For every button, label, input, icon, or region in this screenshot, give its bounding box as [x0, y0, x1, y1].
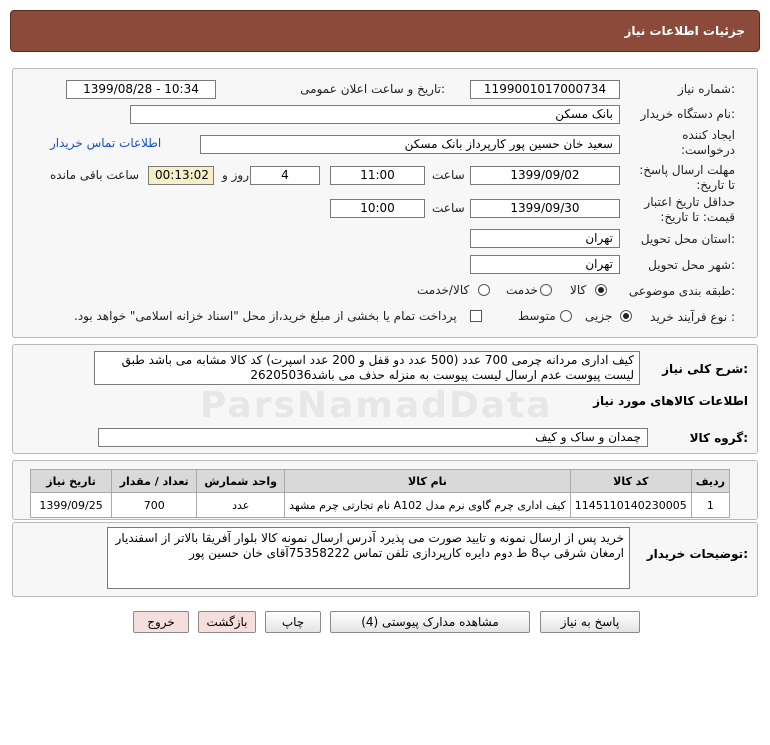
items-header-row [31, 470, 730, 493]
category-goods-radio[interactable] [595, 284, 607, 296]
deadline-date-field: 1399/09/02 [470, 166, 620, 185]
deadline-time-field: 11:00 [330, 166, 425, 185]
page-header [10, 10, 760, 52]
buyer-contact-link[interactable]: اطلاعات تماس خریدار [50, 136, 162, 150]
process-medium-label: متوسط [518, 309, 556, 323]
category-service-radio[interactable] [540, 284, 552, 296]
goods-group-field: چمدان و ساک و کیف [98, 428, 648, 447]
cell-row: 1 [691, 493, 729, 518]
need-number-label: شماره نیاز: [677, 82, 735, 96]
col-unit: واحد شمارش [197, 470, 285, 493]
notes-text: خرید پس از ارسال نمونه و تایید صورت می پذیرد آدرس ارسال نمونه کالا بلوار آفریقا بالاتر از اسفندیار ارمغان شرقی پ8 ط دوم دایره کارپردازی تلفن تماس 75358222آقای خان حسین پور [107, 527, 630, 589]
days-label: روز و [222, 168, 249, 182]
announce-field: 1399/08/28 - 10:34 [66, 80, 216, 99]
process-medium-radio[interactable] [560, 310, 572, 322]
category-service-label: خدمت [506, 283, 538, 297]
category-label: طبقه بندی موضوعی: [628, 284, 735, 298]
requester-field: سعید خان حسین پور کارپرداز بانک مسکن [200, 135, 620, 154]
city-label: شهر محل تحویل: [648, 258, 735, 272]
print-button[interactable]: چاپ [265, 611, 321, 633]
goods-section-title: اطلاعات کالاهای مورد نیاز [593, 394, 748, 408]
summary-label: شرح کلی نیاز: [662, 362, 748, 376]
col-date: تاریخ نیاز [31, 470, 112, 493]
city-field: تهران [470, 255, 620, 274]
cell-qty: 700 [112, 493, 197, 518]
process-partial-label: جزیی [585, 309, 613, 323]
process-label: نوع فرآیند خرید : [650, 310, 735, 324]
need-number-field: 1199001017000734 [470, 80, 620, 99]
deadline-time-label: ساعت [432, 168, 465, 182]
validity-time-label: ساعت [432, 201, 465, 215]
remaining-label: ساعت باقی مانده [50, 168, 140, 182]
cell-date: 1399/09/25 [31, 493, 112, 518]
back-button[interactable]: بازگشت [198, 611, 256, 633]
view-documents-button[interactable]: مشاهده مدارک پیوستی (4) [330, 611, 530, 633]
province-label: استان محل تحویل: [640, 232, 735, 246]
goods-group-label: گروه کالا: [689, 431, 748, 445]
col-code: کد کالا [570, 470, 691, 493]
requester-label: ایجاد کننده درخواست: [681, 128, 735, 157]
days-field: 4 [250, 166, 320, 185]
col-qty: تعداد / مقدار [112, 470, 197, 493]
buyer-org-field: بانک مسکن [130, 105, 620, 124]
process-partial-radio[interactable] [620, 310, 632, 322]
deadline-label: مهلت ارسال پاسخ: تا تاریخ: [639, 163, 735, 192]
category-goods-service-radio[interactable] [478, 284, 490, 296]
remaining-time-field: 00:13:02 [148, 166, 214, 185]
province-field: تهران [470, 229, 620, 248]
exit-button[interactable]: خروج [133, 611, 189, 633]
col-row: ردیف [691, 470, 729, 493]
cell-unit: عدد [197, 493, 285, 518]
validity-date-field: 1399/09/30 [470, 199, 620, 218]
validity-time-field: 10:00 [330, 199, 425, 218]
category-goods-service-label: کالا/خدمت [417, 283, 470, 297]
table-row [31, 493, 730, 518]
treasury-payment-checkbox[interactable] [470, 310, 482, 322]
buyer-org-label: نام دستگاه خریدار: [640, 107, 735, 121]
validity-label: حداقل تاریخ اعتبار قیمت: تا تاریخ: [644, 195, 735, 224]
notes-label: توضیحات خریدار: [646, 547, 748, 561]
treasury-payment-note: پرداخت تمام یا بخشی از مبلغ خرید،از محل "اسناد خزانه اسلامی" خواهد بود. [74, 309, 457, 323]
col-name: نام کالا [285, 470, 571, 493]
cell-code: 1145110140230005 [570, 493, 691, 518]
announce-label: تاریخ و ساعت اعلان عمومی: [300, 82, 445, 96]
page-title: جزئیات اطلاعات نیاز [624, 24, 745, 38]
items-table [30, 469, 730, 518]
cell-name: کیف اداری چرم گاوی نرم مدل A102 نام تجارتی چرم مشهد [285, 493, 571, 518]
summary-text: کیف اداری مردانه چرمی 700 عدد (500 عدد دو قفل و 200 عدد اسپرت) کد کالا مشابه می باشد طبق لیست پیوست عدم ارسال لیست پیوست به منزله حذف می باشد26205036 [94, 351, 640, 385]
category-goods-label: کالا [570, 283, 587, 297]
reply-button[interactable]: پاسخ به نیاز [540, 611, 640, 633]
